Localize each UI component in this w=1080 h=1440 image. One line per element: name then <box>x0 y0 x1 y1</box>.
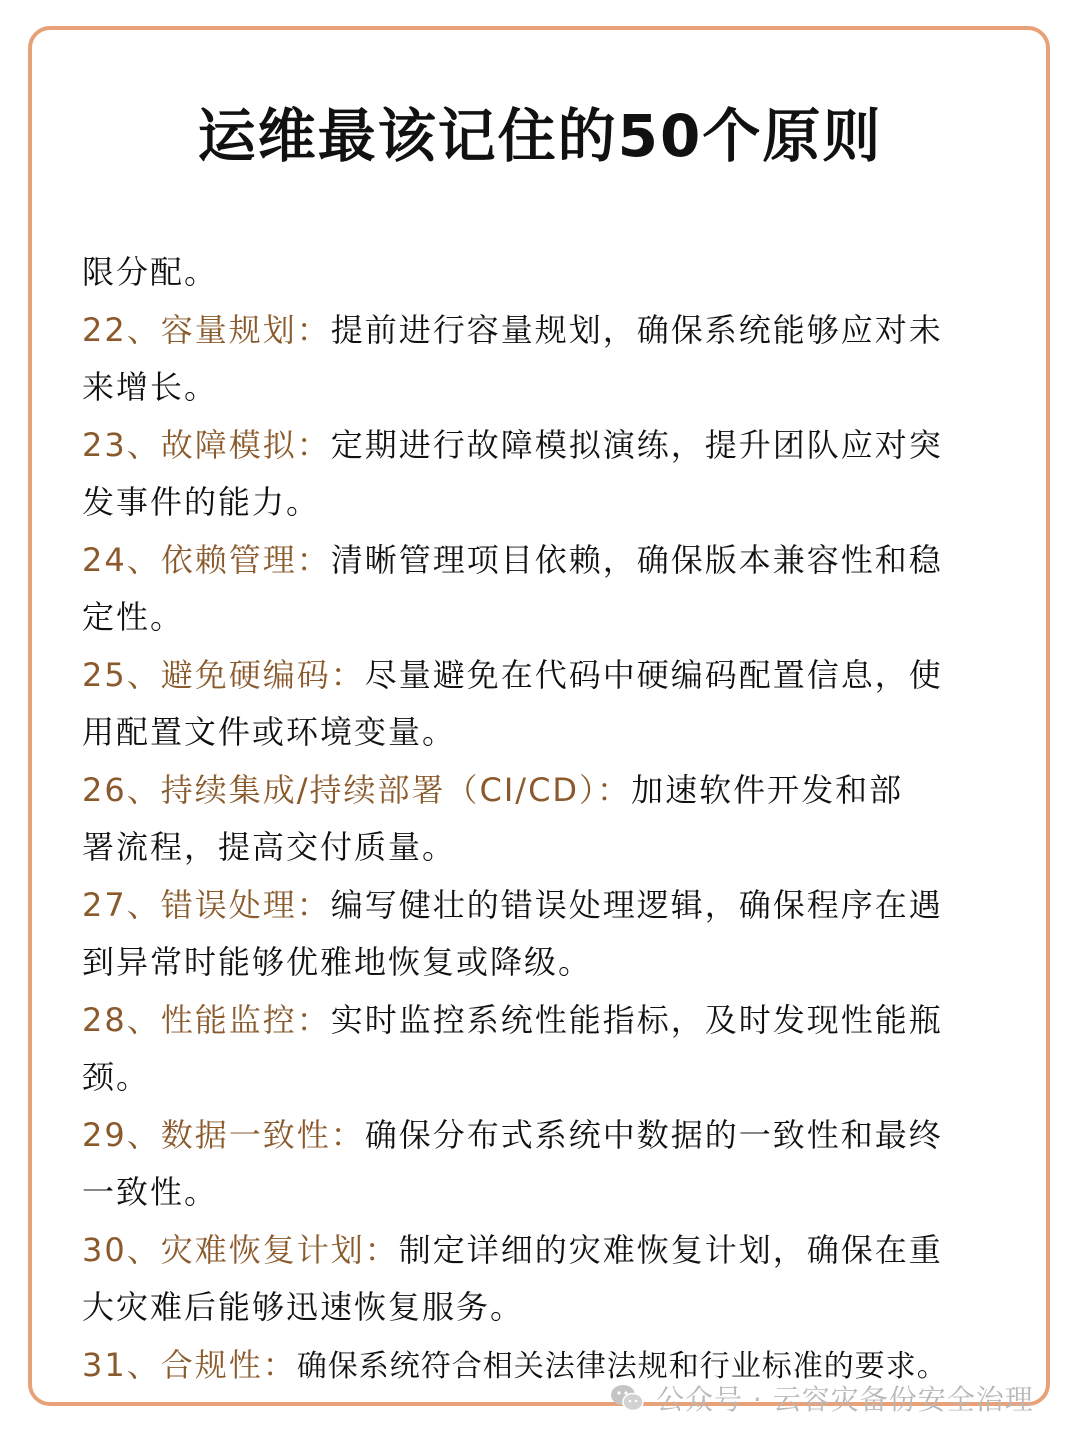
principle-text: 定期进行故障模拟演练，提升团队应对突 <box>330 425 943 464</box>
watermark <box>610 1376 1034 1420</box>
principle-text: 一致性。 <box>82 1173 219 1211</box>
text-line <box>82 417 1002 475</box>
principle-text: 署流程，提高交付质量。 <box>82 828 457 866</box>
text-line <box>82 1049 1002 1107</box>
text-line <box>82 244 1002 302</box>
principle-heading: 28、性能监控： <box>82 1000 331 1039</box>
text-line <box>82 359 1002 417</box>
text-line <box>82 1222 1002 1280</box>
principle-text: 限分配。 <box>82 253 219 291</box>
principle-heading: 26、持续集成/持续部署（CI/CD）： <box>82 770 632 809</box>
principle-text: 定性。 <box>82 598 185 636</box>
text-line <box>82 704 1002 762</box>
principle-heading: 27、错误处理： <box>82 885 331 924</box>
text-line <box>82 877 1002 935</box>
text-line <box>82 1107 1002 1165</box>
principle-heading: 23、故障模拟： <box>82 425 331 464</box>
text-line <box>82 647 1002 705</box>
text-line <box>82 1164 1002 1222</box>
principle-text: 清晰管理项目依赖，确保版本兼容性和稳 <box>330 540 943 579</box>
text-line <box>82 819 1002 877</box>
principle-text: 确保系统符合相关法律法规和行业标准的要求。 <box>296 1348 948 1384</box>
text-line <box>82 934 1002 992</box>
principle-heading: 22、容量规划： <box>82 310 331 349</box>
principle-heading: 29、数据一致性： <box>82 1115 365 1154</box>
principle-text: 用配置文件或环境变量。 <box>82 713 457 751</box>
principle-heading: 30、灾难恢复计划： <box>82 1230 399 1269</box>
watermark-text: 公众号 · 云容灾备份安全治理 <box>656 1383 1034 1416</box>
principle-text: 颈。 <box>82 1058 151 1096</box>
text-line <box>82 762 1002 820</box>
principle-text: 来增长。 <box>82 368 219 406</box>
text-line <box>82 1279 1002 1337</box>
principle-heading: 31、合规性： <box>82 1345 297 1384</box>
principles-list <box>82 244 1002 1394</box>
principle-text: 实时监控系统性能指标，及时发现性能瓶 <box>330 1000 943 1039</box>
principle-text: 制定详细的灾难恢复计划，确保在重 <box>398 1230 943 1269</box>
principle-text: 编写健壮的错误处理逻辑，确保程序在遇 <box>330 885 943 924</box>
text-line <box>82 992 1002 1050</box>
text-line <box>82 302 1002 360</box>
text-line <box>82 532 1002 590</box>
wechat-icon <box>610 1383 644 1413</box>
principle-heading: 24、依赖管理： <box>82 540 331 579</box>
principle-heading: 25、避免硬编码： <box>82 655 365 694</box>
principle-text: 到异常时能够优雅地恢复或降级。 <box>82 943 593 981</box>
principle-text: 提前进行容量规划，确保系统能够应对未 <box>330 310 943 349</box>
principle-text: 确保分布式系统中数据的一致性和最终 <box>364 1115 943 1154</box>
text-line <box>82 589 1002 647</box>
principle-text: 大灾难后能够迅速恢复服务。 <box>82 1288 525 1326</box>
principle-text: 加速软件开发和部 <box>631 770 904 809</box>
principle-text: 发事件的能力。 <box>82 483 321 521</box>
text-line <box>82 474 1002 532</box>
principle-text: 尽量避免在代码中硬编码配置信息，使 <box>364 655 943 694</box>
page-title: 运维最该记住的50个原则 <box>197 102 883 170</box>
